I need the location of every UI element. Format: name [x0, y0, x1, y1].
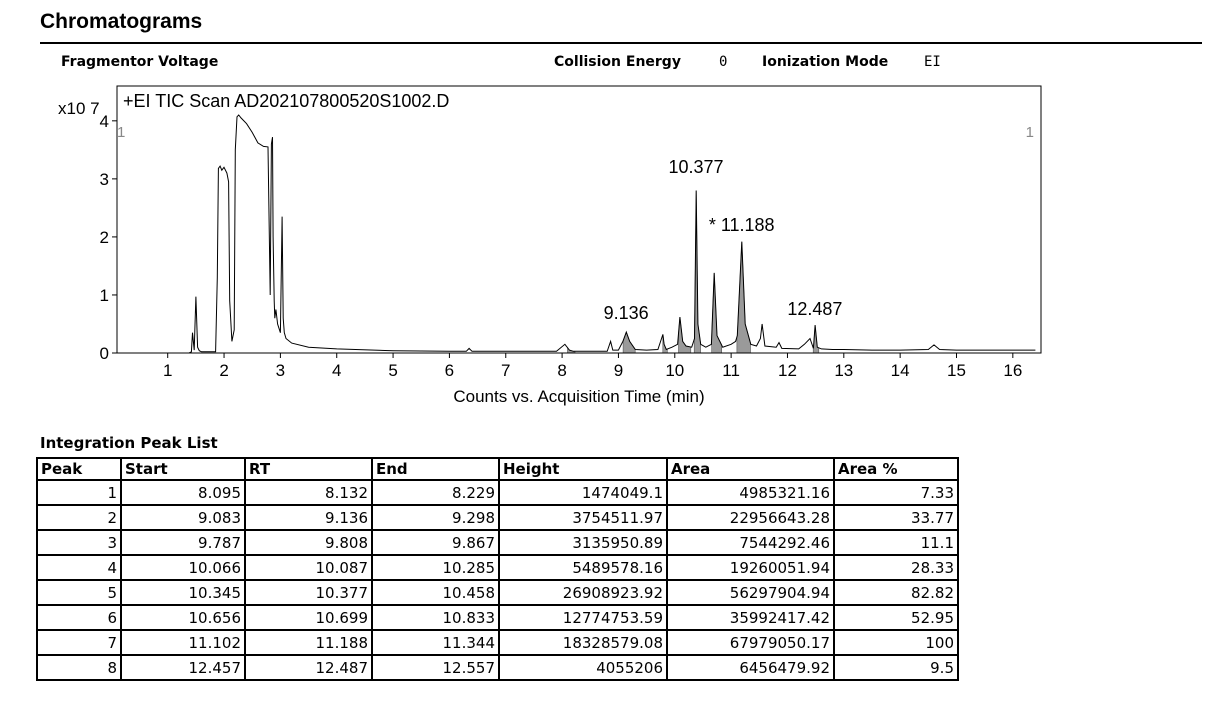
table-cell: 8.095	[121, 480, 245, 505]
fragmentor-voltage-label: Fragmentor Voltage	[61, 54, 219, 70]
x-tick-label: 1	[162, 361, 173, 380]
x-tick-label: 12	[778, 361, 797, 380]
table-row	[37, 655, 958, 680]
table-cell: 3	[37, 530, 121, 555]
table-cell: 8.132	[245, 480, 372, 505]
ionization-mode-label: Ionization Mode	[762, 54, 889, 70]
column-header-rt: RT	[245, 458, 372, 480]
table-cell: 10.285	[372, 555, 499, 580]
x-tick-label: 13	[834, 361, 854, 380]
column-header-start: Start	[121, 458, 245, 480]
table-cell: 9.867	[372, 530, 499, 555]
table-cell: 1	[37, 480, 121, 505]
y-tick-label: 1	[99, 285, 109, 305]
chart-title: +EI TIC Scan AD202107800520S1002.D	[123, 91, 450, 111]
table-cell: 11.102	[121, 630, 245, 655]
table-cell: 1474049.1	[499, 480, 667, 505]
table-cell: 9.5	[834, 655, 958, 680]
table-cell: 8	[37, 655, 121, 680]
table-cell: 11.1	[834, 530, 958, 555]
column-header-end: End	[372, 458, 499, 480]
table-cell: 100	[834, 630, 958, 655]
x-tick-label: 10	[665, 361, 685, 380]
table-cell: 10.345	[121, 580, 245, 605]
table-cell: 10.656	[121, 605, 245, 630]
column-header-area-percent: Area %	[834, 458, 958, 480]
collision-energy-label: Collision Energy	[554, 54, 681, 70]
table-cell: 10.458	[372, 580, 499, 605]
x-tick-label: 3	[275, 361, 286, 380]
y-tick-label: 0	[99, 344, 109, 363]
column-header-area: Area	[667, 458, 834, 480]
table-cell: 9.083	[121, 505, 245, 530]
table-cell: 7	[37, 630, 121, 655]
table-row	[37, 505, 958, 530]
x-tick-label: 16	[1003, 361, 1023, 380]
table-cell: 11.344	[372, 630, 499, 655]
table-cell: 67979050.17	[667, 630, 834, 655]
peak-label: 9.136	[603, 303, 649, 324]
table-cell: 35992417.42	[667, 605, 834, 630]
table-cell: 33.77	[834, 505, 958, 530]
table-cell: 4	[37, 555, 121, 580]
table-cell: 2	[37, 505, 121, 530]
ionization-mode-value: EI	[924, 54, 941, 70]
table-cell: 12.557	[372, 655, 499, 680]
x-tick-label: 15	[947, 361, 966, 380]
peak-list-title: Integration Peak List	[40, 434, 218, 452]
x-tick-label: 4	[331, 361, 342, 380]
section-title: Chromatograms	[40, 10, 203, 33]
x-tick-label: 8	[557, 361, 567, 380]
table-cell: 12.457	[121, 655, 245, 680]
table-cell: 7.33	[834, 480, 958, 505]
collision-energy-value: 0	[719, 54, 728, 70]
table-cell: 9.808	[245, 530, 372, 555]
peak-list-table	[36, 457, 959, 681]
table-cell: 11.188	[245, 630, 372, 655]
table-cell: 4985321.16	[667, 480, 834, 505]
section-divider	[40, 42, 1202, 44]
y-tick-label: 3	[99, 169, 109, 189]
x-tick-label: 9	[613, 361, 624, 380]
y-tick-label: 2	[99, 227, 109, 247]
table-cell: 12774753.59	[499, 605, 667, 630]
y-multiplier-label: x10 7	[58, 99, 100, 118]
table-row	[37, 580, 958, 605]
x-tick-label: 2	[219, 361, 229, 380]
table-cell: 10.066	[121, 555, 245, 580]
table-cell: 9.787	[121, 530, 245, 555]
table-row	[37, 630, 958, 655]
table-cell: 3135950.89	[499, 530, 667, 555]
x-tick-label: 14	[890, 361, 910, 380]
column-header-height: Height	[499, 458, 667, 480]
peak-label: * 11.188	[708, 214, 775, 235]
table-cell: 10.087	[245, 555, 372, 580]
table-row	[37, 480, 958, 505]
table-cell: 28.33	[834, 555, 958, 580]
column-header-peak: Peak	[37, 458, 121, 480]
table-cell: 6	[37, 605, 121, 630]
table-cell: 10.833	[372, 605, 499, 630]
table-row	[37, 555, 958, 580]
table-cell: 19260051.94	[667, 555, 834, 580]
table-cell: 7544292.46	[667, 530, 834, 555]
table-row	[37, 605, 958, 630]
table-cell: 12.487	[245, 655, 372, 680]
table-header-row	[37, 458, 958, 480]
table-cell: 8.229	[372, 480, 499, 505]
peak-label: 10.377	[668, 156, 724, 177]
x-tick-label: 5	[388, 361, 398, 380]
plot-frame	[117, 86, 1041, 353]
table-cell: 9.298	[372, 505, 499, 530]
x-axis-label: Counts vs. Acquisition Time (min)	[453, 387, 705, 406]
x-tick-label: 7	[501, 361, 511, 380]
table-row	[37, 530, 958, 555]
table-cell: 52.95	[834, 605, 958, 630]
peak-label: 12.487	[787, 299, 843, 320]
table-cell: 3754511.97	[499, 505, 667, 530]
x-tick-label: 11	[722, 361, 740, 380]
table-cell: 9.136	[245, 505, 372, 530]
table-cell: 22956643.28	[667, 505, 834, 530]
peak-list-body	[37, 480, 958, 680]
tic-trace-line	[117, 115, 1035, 353]
x-tick-label: 6	[444, 361, 455, 380]
corner-label-right: 1	[1025, 124, 1034, 141]
table-cell: 18328579.08	[499, 630, 667, 655]
chromatogram-chart	[0, 80, 1215, 420]
table-cell: 4055206	[499, 655, 667, 680]
corner-label-left: 1	[117, 124, 126, 141]
table-cell: 10.699	[245, 605, 372, 630]
table-cell: 5	[37, 580, 121, 605]
table-cell: 26908923.92	[499, 580, 667, 605]
y-tick-label: 4	[99, 111, 109, 131]
table-cell: 82.82	[834, 580, 958, 605]
table-cell: 5489578.16	[499, 555, 667, 580]
table-cell: 56297904.94	[667, 580, 834, 605]
table-cell: 10.377	[245, 580, 372, 605]
table-cell: 6456479.92	[667, 655, 834, 680]
